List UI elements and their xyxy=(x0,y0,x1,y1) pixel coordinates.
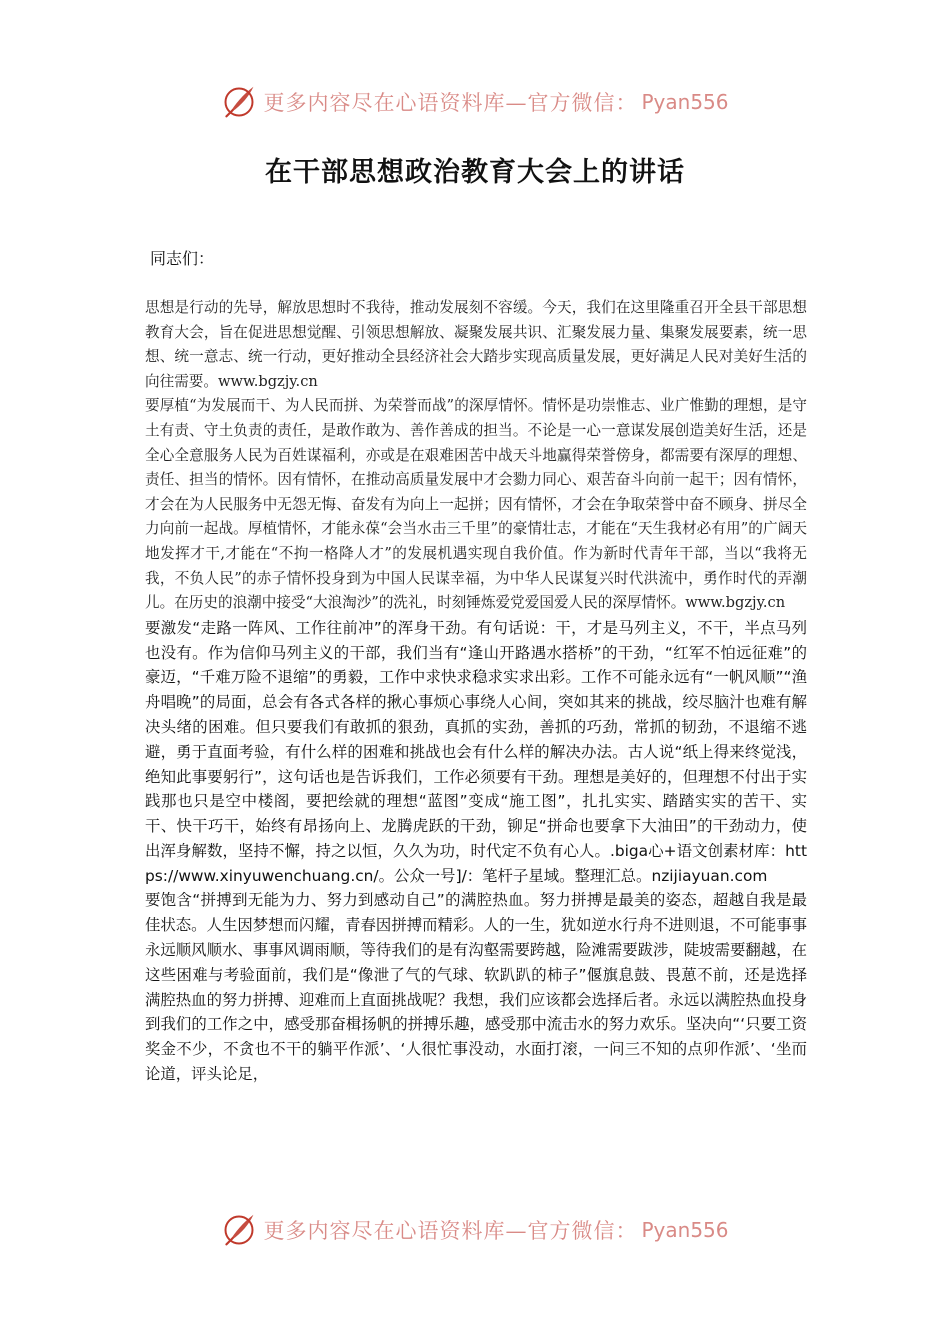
paragraph-drive: 要激发“走路一阵风、工作往前冲”的浑身干劲。有句话说：干，才是马列主义，不干，半点马列也没有。作为信仰马列主义的干部，我们当有“逢山开路遇水搭桥”的干劲，“红军不怕远征难”的豪迈，“千难万险不退缩”的勇毅，工作中求快求稳求实求出彩。工作不可能永远有“一帆风顺”“渔舟唱晚”的局面，总会有各式各样的揪心事烦心事绕人心间，突如其来的挑战，绞尽脑汁也难有解决头绪的困难。但只要我们有敢抓的狠劲，真抓的实劲，善抓的巧劲，常抓的韧劲，不退缩不逃避，勇于直面考验，有什么样的困难和挑战也会有什么样的解决办法。古人说“纸上得来终觉浅，绝知此事要躬行”，这句话也是告诉我们，工作必须要有干劲。理想是美好的，但理想不付出于实践那也只是空中楼阁，要把绘就的理想“蓝图”变成“施工图”，扎扎实实、踏踏实实的苦干、实干、快干巧干，始终有昂扬向上、龙腾虎跃的干劲，铆足“拼命也要拿下大油田”的干劲动力，使出浑身解数，坚持不懈，持之以恒，久久为功，时代定不负有心人。.biga心+语文创素材库：https://www.xinyuwenchuang.cn/。公众一号]/：笔杆子星域。整理汇总。nzijiayuan.com xyxy=(145,618,807,885)
banner-text: 更多内容尽在心语资料库—官方微信： xyxy=(263,1219,638,1243)
quill-logo-icon xyxy=(221,1212,257,1248)
document-body xyxy=(145,296,807,1087)
header-watermark-banner xyxy=(0,82,950,122)
footer-watermark-banner xyxy=(0,1210,950,1250)
banner-wechat-id: Pyan556 xyxy=(641,90,729,114)
paragraph-intro: 思想是行动的先导，解放思想时不我待，推动发展刻不容缓。今天，我们在这里隆重召开全县干部思想教育大会，旨在促进思想觉醒、引领思想解放、凝聚发展共识、汇聚发展力量、集聚发展要素，统一思想、统一意志、统一行动，更好推动全县经济社会大踏步实现高质量发展，更好满足人民对美好生活的向往需要。www.bgzjy.cn xyxy=(145,299,807,390)
quill-logo-icon xyxy=(221,84,257,120)
paragraph-sentiment: 要厚植“为发展而干、为人民而拼、为荣誉而战”的深厚情怀。情怀是功崇惟志、业广惟勤的理想，是守土有责、守土负责的责任，是敢作敢为、善作善成的担当。不论是一心一意谋发展创造美好生活，还是全心全意服务人民为百姓谋福利，亦或是在艰难困苦中战天斗地赢得荣誉傍身，都需要有深厚的理想、责任、担当的情怀。因有情怀，在推动高质量发展中才会勠力同心、艰苦奋斗向前一起干；因有情怀，才会在为人民服务中无怨无悔、奋发有为向上一起拼；因有情怀，才会在争取荣誉中奋不顾身、拼尽全力向前一起战。厚植情怀，才能永葆“会当水击三千里”的豪情壮志，才能在“天生我材必有用”的广阔天地发挥才干,才能在“不拘一格降人才”的发展机遇实现自我价值。作为新时代青年干部，当以“我将无我，不负人民”的赤子情怀投身到为中国人民谋幸福，为中华人民谋复兴时代洪流中，勇作时代的弄潮儿。在历史的浪潮中接受“大浪淘沙”的洗礼，时刻锤炼爱党爱国爱人民的深厚情怀。www.bgzjy.cn xyxy=(145,397,807,612)
banner-text: 更多内容尽在心语资料库—官方微信： xyxy=(263,91,638,115)
banner-wechat-id: Pyan556 xyxy=(641,1218,729,1242)
paragraph-passion: 要饱含“拼搏到无能为力、努力到感动自己”的满腔热血。努力拼搏是最美的姿态，超越自我是最佳状态。人生因梦想而闪耀，青春因拼搏而精彩。人的一生，犹如逆水行舟不进则退，不可能事事永远顺风顺水、事事风调雨顺，等待我们的是有沟壑需要跨越，险滩需要跋涉，陡坡需要翻越，在这些困难与考验面前，我们是“像泄了气的气球、软趴趴的柿子”偃旗息鼓、畏葸不前，还是选择满腔热血的努力拼搏、迎难而上直面挑战呢？我想，我们应该都会选择后者。永远以满腔热血投身到我们的工作之中，感受那奋楫扬帆的拼搏乐趣，感受那中流击水的努力欢乐。坚决向“‘只要工资奖金不少，不贪也不干的躺平作派’、‘人很忙事没动，水面打滚，一问三不知的点卯作派’、‘坐而论道，评头论足， xyxy=(145,891,807,1084)
document-title: 在干部思想政治教育大会上的讲话 xyxy=(265,157,685,188)
salutation: 同志们： xyxy=(150,249,215,268)
